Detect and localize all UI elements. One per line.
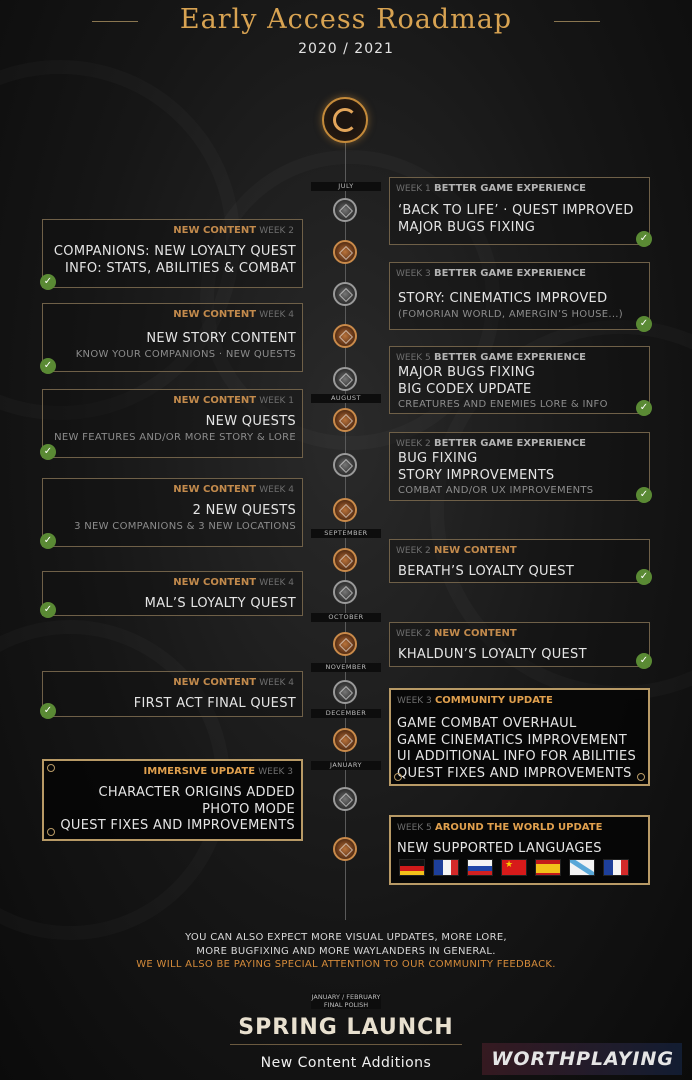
card-line: INFO: STATS, ABILITIES & COMBAT <box>64 260 296 276</box>
milestone-node-silver <box>333 580 357 604</box>
card-line: CHARACTER ORIGINS ADDED <box>98 785 295 800</box>
russian-flag-icon <box>467 859 493 876</box>
card-type: BETTER GAME EXPERIENCE <box>433 183 586 194</box>
completed-check-icon: ✓ <box>40 274 56 290</box>
completed-check-icon: ✓ <box>40 444 56 460</box>
milestone-node-bronze <box>333 632 357 656</box>
card-week: WEEK 5 <box>396 353 431 363</box>
final-polish-months: JANUARY / FEBRUARY <box>311 993 381 1001</box>
card-line: NEW STORY CONTENT <box>146 331 296 346</box>
roadmap-card-october-week2 <box>389 622 650 667</box>
milestone-node-silver <box>333 282 357 306</box>
card-line: NEW SUPPORTED LANGUAGES <box>397 841 602 856</box>
month-label-october: OCTOBER <box>311 613 381 622</box>
month-label-january: JANUARY <box>311 761 381 770</box>
card-type: COMMUNITY UPDATE <box>434 695 553 706</box>
card-type: NEW CONTENT <box>173 484 257 495</box>
milestone-node-silver <box>333 367 357 391</box>
card-type: NEW CONTENT <box>173 677 257 688</box>
card-line: GAME COMBAT OVERHAUL <box>397 716 577 731</box>
roadmap-card-community-update <box>389 688 650 786</box>
card-type: NEW CONTENT <box>173 225 257 236</box>
footer-line: YOU CAN ALSO EXPECT MORE VISUAL UPDATES, MORE LORE, <box>185 932 507 943</box>
card-subline: 3 NEW COMPANIONS & 3 NEW LOCATIONS <box>74 520 296 532</box>
card-line: COMPANIONS: NEW LOYALTY QUEST <box>53 244 296 259</box>
card-type: NEW CONTENT <box>173 395 257 406</box>
milestone-node-bronze <box>333 837 357 861</box>
language-flags <box>399 859 637 878</box>
french-flag-icon <box>433 859 459 876</box>
milestone-node-bronze <box>333 240 357 264</box>
card-line: NEW QUESTS <box>205 414 296 429</box>
card-subline: NEW FEATURES AND/OR MORE STORY & LORE <box>54 431 296 443</box>
chinese-flag-icon: ★ <box>501 859 527 876</box>
spring-launch-title: SPRING LAUNCH <box>238 1015 454 1040</box>
card-line: MAL’S LOYALTY QUEST <box>144 596 296 611</box>
card-line: STORY IMPROVEMENTS <box>398 467 555 483</box>
galician-flag-icon <box>569 859 595 876</box>
completed-check-icon: ✓ <box>40 602 56 618</box>
card-week: WEEK 2 <box>259 226 294 236</box>
milestone-node-bronze <box>333 498 357 522</box>
roadmap-card-august-week2 <box>389 432 650 501</box>
card-line: FIRST ACT FINAL QUEST <box>133 696 296 711</box>
card-week: WEEK 1 <box>396 184 431 194</box>
card-week: WEEK 3 <box>258 767 293 777</box>
card-week: WEEK 3 <box>396 269 431 279</box>
watermark-logo: WORTHPLAYING <box>482 1043 682 1075</box>
roadmap-card-july-week3 <box>389 262 650 330</box>
page-subtitle: 2020 / 2021 <box>298 41 394 57</box>
ornament-corner <box>47 764 55 772</box>
card-type: BETTER GAME EXPERIENCE <box>433 268 586 279</box>
roadmap-card-july-week2 <box>42 219 303 288</box>
card-line: BERATH’S LOYALTY QUEST <box>398 564 575 579</box>
spanish-flag-icon <box>535 859 561 876</box>
roadmap-card-july-week1 <box>389 177 650 245</box>
logo-medallion-icon <box>322 97 368 143</box>
completed-check-icon: ✓ <box>636 653 652 669</box>
ornament-corner <box>637 773 645 781</box>
roadmap-card-august-week4 <box>42 478 303 547</box>
completed-check-icon: ✓ <box>40 703 56 719</box>
card-week: WEEK 4 <box>259 678 294 688</box>
completed-check-icon: ✓ <box>636 487 652 503</box>
card-week: WEEK 5 <box>397 823 432 833</box>
ornament-corner <box>47 828 55 836</box>
french-flag-icon <box>603 859 629 876</box>
roadmap-card-september-week4 <box>42 571 303 616</box>
card-type: NEW CONTENT <box>433 628 517 639</box>
card-line: MAJOR BUGS FIXING <box>398 219 536 235</box>
milestone-node-bronze <box>333 548 357 572</box>
month-label-september: SEPTEMBER <box>311 529 381 538</box>
page-title: Early Access Roadmap <box>179 4 513 35</box>
roadmap-card-july-week4 <box>42 303 303 372</box>
final-polish-title: FINAL POLISH <box>323 1001 369 1009</box>
card-subline: KNOW YOUR COMPANIONS · NEW QUESTS <box>75 348 296 360</box>
month-label-december: DECEMBER <box>311 709 381 718</box>
footer-note <box>0 931 692 972</box>
card-week: WEEK 4 <box>259 485 294 495</box>
month-label-july: JULY <box>311 182 381 191</box>
card-line: STORY: CINEMATICS IMPROVED <box>398 291 608 306</box>
footer-line: MORE BUGFIXING AND MORE WAYLANDERS IN GENERAL. <box>196 945 496 957</box>
card-subline: CREATURES AND ENEMIES LORE & INFO <box>398 399 608 410</box>
roadmap-card-september-week2 <box>389 539 650 583</box>
card-type: BETTER GAME EXPERIENCE <box>433 352 586 363</box>
completed-check-icon: ✓ <box>40 533 56 549</box>
launch-divider <box>230 1044 462 1045</box>
roadmap-card-november-week4 <box>42 671 303 717</box>
milestone-node-bronze <box>333 324 357 348</box>
completed-check-icon: ✓ <box>40 358 56 374</box>
roadmap-card-august-week1 <box>42 389 303 458</box>
card-line: KHALDUN’S LOYALTY QUEST <box>398 647 587 662</box>
card-line: QUEST FIXES AND IMPROVEMENTS <box>60 818 295 833</box>
card-line: ‘BACK TO LIFE’ · QUEST IMPROVED <box>398 203 634 218</box>
card-line: BIG CODEX UPDATE <box>398 381 532 397</box>
completed-check-icon: ✓ <box>636 316 652 332</box>
german-flag-icon <box>399 859 425 876</box>
roadmap-card-immersive-update <box>42 759 303 841</box>
footer-highlight: WE WILL ALSO BE PAYING SPECIAL ATTENTION TO OUR COMMUNITY FEEDBACK. <box>136 959 556 970</box>
card-subline: COMBAT AND/OR UX IMPROVEMENTS <box>398 485 594 496</box>
card-week: WEEK 2 <box>396 439 431 449</box>
card-line: MAJOR BUGS FIXING <box>398 365 536 380</box>
roadmap-card-around-the-world <box>389 815 650 885</box>
card-week: WEEK 4 <box>259 578 294 588</box>
card-type: BETTER GAME EXPERIENCE <box>433 438 586 449</box>
card-week: WEEK 4 <box>259 310 294 320</box>
card-week: WEEK 2 <box>396 629 431 639</box>
card-week: WEEK 3 <box>397 696 432 706</box>
card-week: WEEK 2 <box>396 546 431 556</box>
completed-check-icon: ✓ <box>636 400 652 416</box>
ornament-corner <box>394 773 402 781</box>
milestone-node-silver <box>333 453 357 477</box>
new-content-additions: New Content Additions <box>260 1055 432 1071</box>
card-line: 2 NEW QUESTS <box>192 503 296 518</box>
card-type: NEW CONTENT <box>433 545 517 556</box>
roadmap-card-july-week5 <box>389 346 650 414</box>
card-week: WEEK 1 <box>259 396 294 406</box>
milestone-node-bronze <box>333 408 357 432</box>
card-type: NEW CONTENT <box>173 577 257 588</box>
card-type: NEW CONTENT <box>173 309 257 320</box>
milestone-node-silver <box>333 787 357 811</box>
month-label-november: NOVEMBER <box>311 663 381 672</box>
card-line: BUG FIXING <box>398 451 478 466</box>
milestone-node-silver <box>333 198 357 222</box>
completed-check-icon: ✓ <box>636 569 652 585</box>
milestone-node-bronze <box>333 728 357 752</box>
card-type: IMMERSIVE UPDATE <box>143 766 256 777</box>
card-line: PHOTO MODE <box>202 801 295 817</box>
card-subline: (FOMORIAN WORLD, AMERGIN’S HOUSE...) <box>398 308 623 320</box>
month-label-august: AUGUST <box>311 394 381 403</box>
completed-check-icon: ✓ <box>636 231 652 247</box>
card-line: UI ADDITIONAL INFO FOR ABILITIES <box>397 749 637 764</box>
card-line: GAME CINEMATICS IMPROVEMENT <box>397 732 627 748</box>
final-polish-label <box>311 993 381 1009</box>
card-type: AROUND THE WORLD UPDATE <box>434 822 603 833</box>
milestone-node-silver <box>333 680 357 704</box>
card-line: QUEST FIXES AND IMPROVEMENTS <box>397 765 632 781</box>
